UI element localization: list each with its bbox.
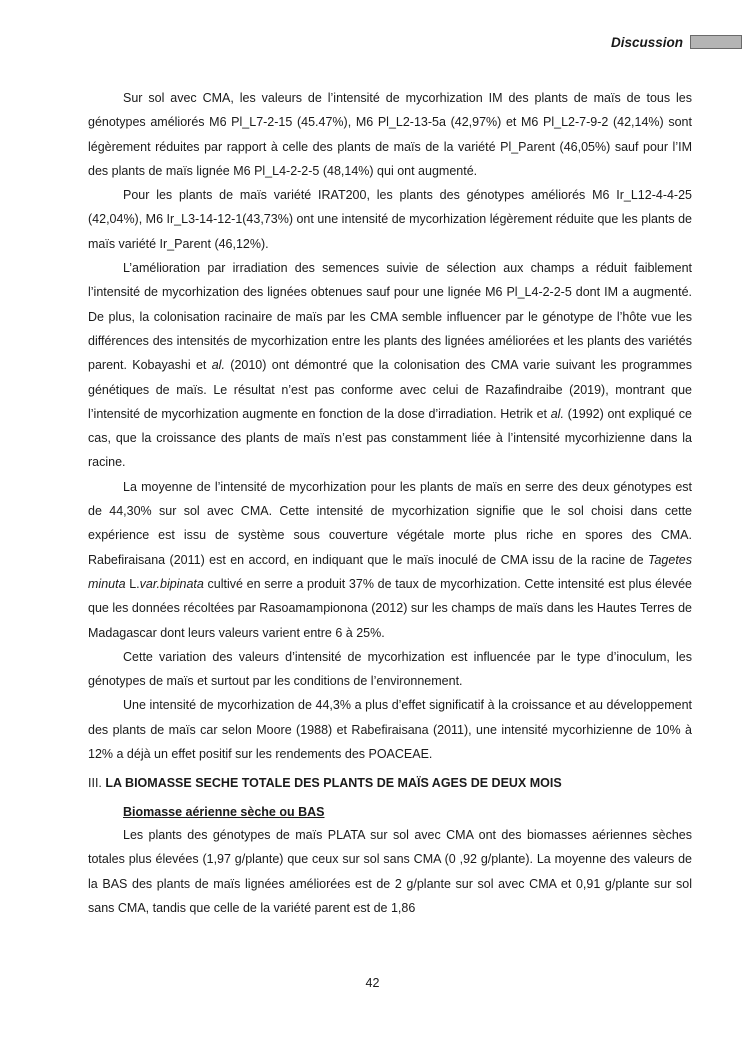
paragraph-3-text-b: (2010) ont démontré que la colonisation des CMA varie suivant les programmes génétiques de maïs. Le résultat n’est pas conforme avec celui de Razafindraibe (2019), montrant que l’intensité de mycorhization augmente en fonction de la dose d’irradiation. Hetrik et [88,358,692,421]
section-heading [88,771,692,795]
paragraph-3-text-c: (1992) ont expliqué ce cas, que la croissance des plants de maïs n’est pas constamment liée à l’intensité mycorhizienne dans la racine. [88,406,692,470]
paragraph-2: Pour les plants de maïs variété IRAT200, les plants des génotypes améliorés M6 Ir_L12-4-4-25 (42,04%), M6 Ir_L3-14-12-1(43,73%) ont une intensité de mycorhization légèrement réduite que les plants de maïs variété Ir_Parent (46,12%). [88,188,692,251]
paragraph-4-text-a: La moyenne de l’intensité de mycorhization pour les plants de maïs en serre des deux génotypes est de 44,30% sur sol avec CMA. Cette intensité de mycorhization signifie que le sol choisi dans cette expérience est issu de système sous couverture végétale morte plus riche en spores des CMA. Rabefiraisana (2011) est en accord, en indiquant que le maïs inoculé de CMA issu de la racine de [88,479,692,567]
paragraph-7: Les plants des génotypes de maïs PLATA sur sol avec CMA ont des biomasses aériennes sèches totales plus élevées (1,97 g/plante) que ceux sur sol sans CMA (0 ,92 g/plante). La moyenne des valeurs de la BAS des plants de maïs lignées améliorées est de 2 g/plante sur sol avec CMA et 0,91 g/plante sur sol sans CMA, tandis que celle de la variété parent est de 1,86 [88,827,692,915]
subsection-heading [123,800,692,824]
species-variety: var.bipinata [139,576,204,591]
section-title: LA BIOMASSE SECHE TOTALE DES PLANTS DE MAÏS AGES DE DEUX MOIS [105,776,562,791]
species-name: Tagetes minuta [88,552,692,591]
et-al-italic-1: al. [211,358,225,373]
header-tab-box [690,35,742,49]
paragraph-1: Sur sol avec CMA, les valeurs de l’intensité de mycorhization IM des plants de maïs de tous les génotypes améliorés M6 Pl_L7-2-15 (45.47%), M6 Pl_L2-13-5a (42,97%) et M6 Pl_L2-7-9-2 (42,14%) sont légèrement réduites par rapport à celle des plants de maïs de la variété Pl_Parent (46,05%) sauf pour l’IM des plants de maïs lignée M6 Pl_L4-2-2-5 (48,14%) qui ont augmenté. [88,91,692,178]
page-number: 42 [365,976,380,990]
paragraph-4 [88,475,692,645]
subsection-title: Biomasse aérienne sèche ou BAS [123,804,325,819]
paragraph-3 [88,256,692,475]
et-al-italic-2: al. [550,406,564,421]
paragraph-5: Cette variation des valeurs d’intensité de mycorhization est influencée par le type d’inoculum, les génotypes de maïs et surtout par les conditions de l’environnement. [88,649,692,689]
paragraph-3-text-a: L’amélioration par irradiation des semences suivie de sélection aux champs a réduit faiblement l’intensité de mycorhization des lignées obtenues sauf pour une lignée M6 Pl_L4-2-2-5 dont IM a augmenté. De plus, la colonisation racinaire de maïs par les CMA semble influencer par le génotype de l’hôte vue les différences des intensités de mycorhization entre les plants des lignées améliorées et les plants des variétés parent. Kobayashi et [88,261,692,373]
header-section-title: Discussion [610,35,683,50]
paragraph-6: Une intensité de mycorhization de 44,3% a plus d’effet significatif à la croissance et au développement des plants de maïs car selon Moore (1988) et Rabefiraisana (2011), une intensité mycorhizienne de 10% à 12% a déjà un effet positif sur les rendements des POACEAE. [88,698,692,762]
page-content [88,86,692,920]
paragraph-4-text-b: cultivé en serre a produit 37% de taux de mycorhization. Cette intensité est plus élevée que les données récoltées par Rasoamampionona (2012) sur les champs de maïs dans les Hautes Terres de Madagascar dont leurs valeurs varient entre 6 à 25%. [88,576,692,640]
section-number: III. [88,776,102,791]
species-author: L. [125,576,140,591]
